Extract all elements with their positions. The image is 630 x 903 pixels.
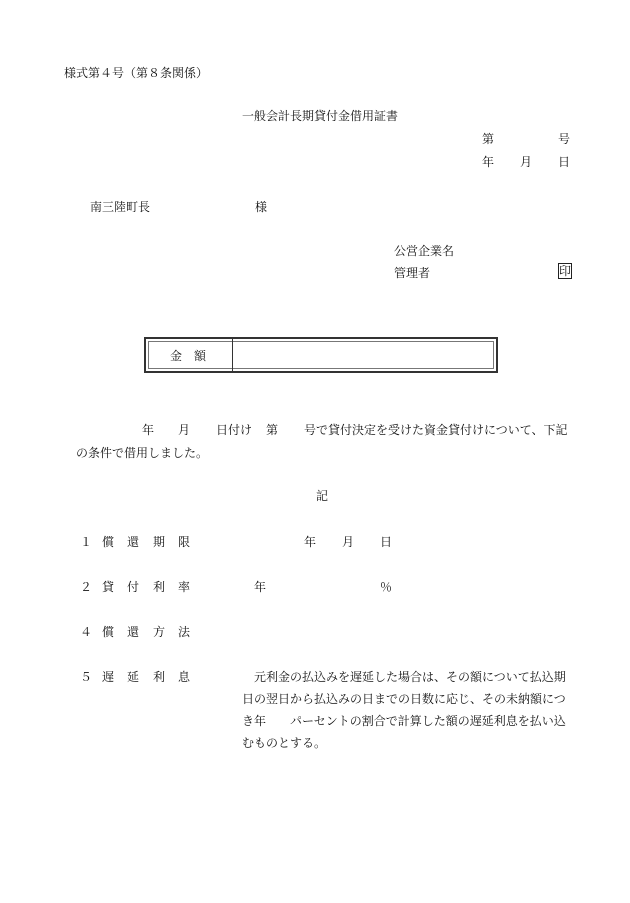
item-4-char-3: 方: [153, 625, 166, 639]
item-2-char-2: 付: [127, 580, 140, 594]
item-4-char-1: 償: [102, 625, 115, 639]
form-number: 様式第４号（第８条関係）: [64, 66, 209, 80]
item-1-year: 年: [304, 535, 317, 549]
body-line2: の条件で借用しました。: [76, 446, 209, 460]
ki-heading: 記: [316, 489, 329, 503]
body-month-label: 月: [178, 423, 191, 437]
body-year-label: 年: [142, 423, 155, 437]
item-1-char-3: 期: [153, 535, 166, 549]
item-4-number: ４: [80, 625, 93, 639]
amount-label: 金 額: [170, 349, 207, 363]
item-5-text-line-1: 元利金の払込みを遅延した場合は、その額について払込期: [242, 670, 566, 684]
item-2-percent: ％: [380, 580, 393, 594]
item-1-number: １: [80, 535, 93, 549]
item-5-char-3: 利: [153, 670, 166, 684]
addressee-honorific: 様: [255, 200, 268, 214]
item-5-char-1: 遅: [102, 670, 115, 684]
date-year-label: 年: [482, 155, 495, 169]
item-1-char-2: 還: [127, 535, 140, 549]
company-name-label: 公営企業名: [394, 244, 455, 258]
item-1-char-4: 限: [178, 535, 191, 549]
seal-mark: 印: [559, 264, 572, 278]
addressee-name: 南三陸町長: [90, 200, 151, 214]
number-dai-label: 第: [482, 132, 495, 146]
item-5-char-4: 息: [178, 670, 191, 684]
manager-label: 管理者: [394, 266, 431, 280]
amount-box-divider: [232, 339, 233, 371]
body-dated-label: 日付け: [216, 423, 253, 437]
body-dai-label: 第: [266, 423, 279, 437]
item-5-text-line-3: き年 パーセントの割合で計算した額の遅延利息を払い込: [242, 714, 566, 728]
item-2-char-3: 利: [153, 580, 166, 594]
item-5-char-2: 延: [127, 670, 140, 684]
item-2-char-4: 率: [178, 580, 191, 594]
date-month-label: 月: [520, 155, 533, 169]
item-5-text-line-2: 日の翌日から払込みの日までの日数に応じ、その未納額につ: [242, 692, 566, 706]
item-2-number: ２: [80, 580, 93, 594]
item-1-day: 日: [380, 535, 393, 549]
item-1-char-1: 償: [102, 535, 115, 549]
document-title: 一般会計長期貸付金借用証書: [242, 109, 399, 123]
item-2-char-1: 貸: [102, 580, 115, 594]
item-2-year: 年: [254, 580, 267, 594]
item-5-text-line-4: むものとする。: [242, 736, 327, 750]
item-5-number: ５: [80, 670, 93, 684]
date-day-label: 日: [558, 155, 571, 169]
item-1-month: 月: [342, 535, 355, 549]
amount-box: [144, 337, 498, 373]
number-go-label: 号: [558, 132, 571, 146]
body-line1-rest: 号で貸付決定を受けた資金貸付けについて、下記: [304, 423, 568, 437]
item-4-char-4: 法: [178, 625, 191, 639]
item-4-char-2: 還: [127, 625, 140, 639]
